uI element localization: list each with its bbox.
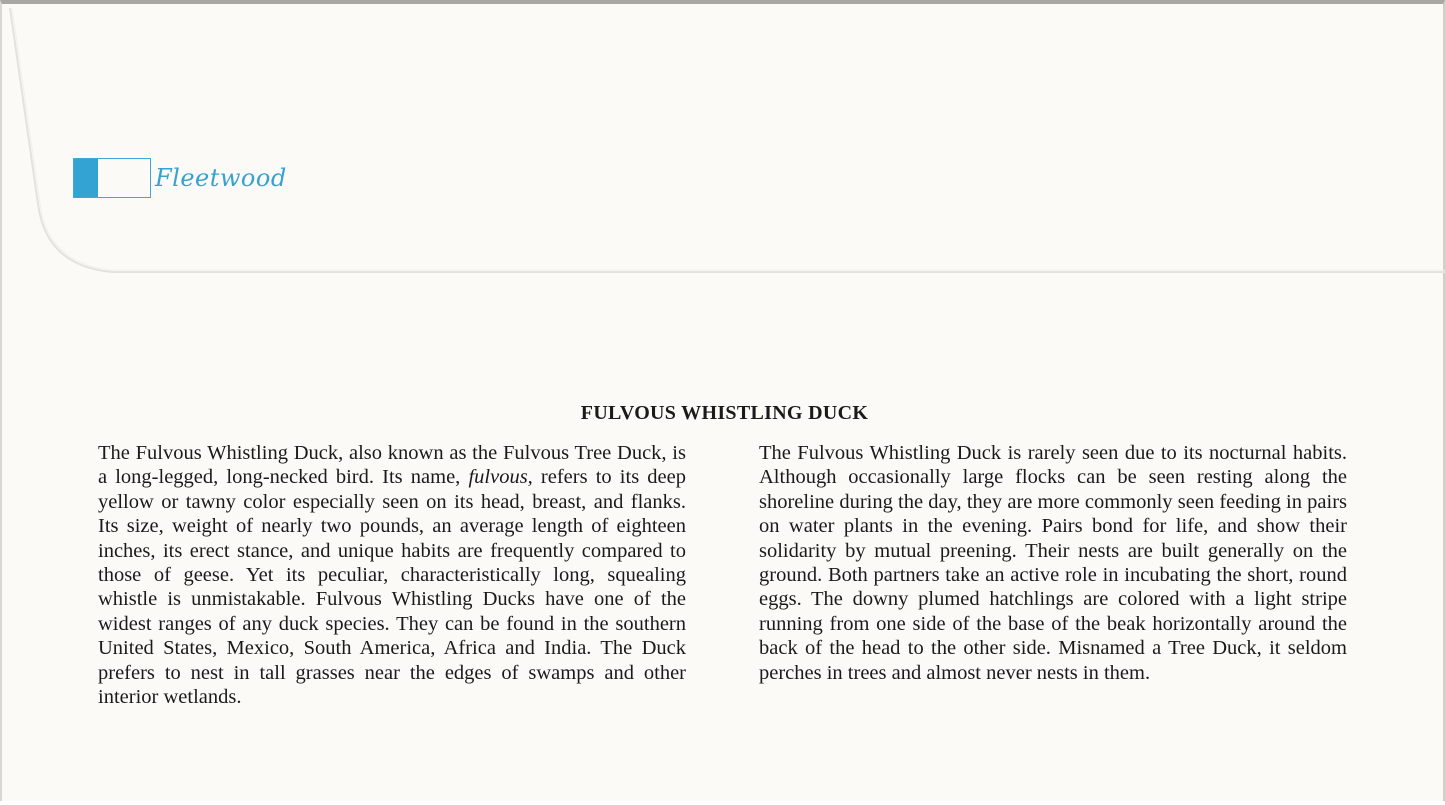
article-title: FULVOUS WHISTLING DUCK — [580, 402, 869, 424]
left-column-text-start: The Fulvous Whistling Duck, also known as the Fulvous Tree Duck, is a long-legged, long-necked bird. Its name, — [98, 442, 686, 489]
logo-mark-icon — [73, 158, 151, 198]
logo-wordmark: Fleetwood — [155, 164, 287, 192]
article-left-column — [98, 441, 686, 709]
article-right-column: The Fulvous Whistling Duck is rarely seen due to its nocturnal habits. Although occasionally large flocks can be seen resting along the shoreline during the day, they are more commonly seen feeding in pairs on water plants in the evening. Pairs bond for life, and show their solidarity by mutual preening. Their nests are built generally on the ground. Both partners take an active role in incubating the short, round eggs. The downy plumed hatchlings are colored with a light stripe running from one side of the base of the beak horizontally around the back of the head to the other side. Misnamed a Tree Duck, it seldom perches in trees and almost never nests in them. — [759, 442, 1347, 684]
left-column-italic-term: fulvous, — [468, 466, 533, 489]
fleetwood-logo — [73, 157, 287, 199]
left-column-text-end: refers to its deep yellow or tawny color especially seen on its head, breast, and flanks. Its size, weight of nearly two pounds, an average length of eighteen inches, its erect stance, and unique habits are frequently compared to those of geese. Yet its peculiar, characteristically long, squealing whistle is unmistakable. Fulvous Whistling Ducks have one of the widest ranges of any duck species. They can be found in the southern United States, Mexico, South America, Africa and India. The Duck prefers to nest in tall grasses near the edges of swamps and other interior wetlands. — [98, 466, 687, 709]
